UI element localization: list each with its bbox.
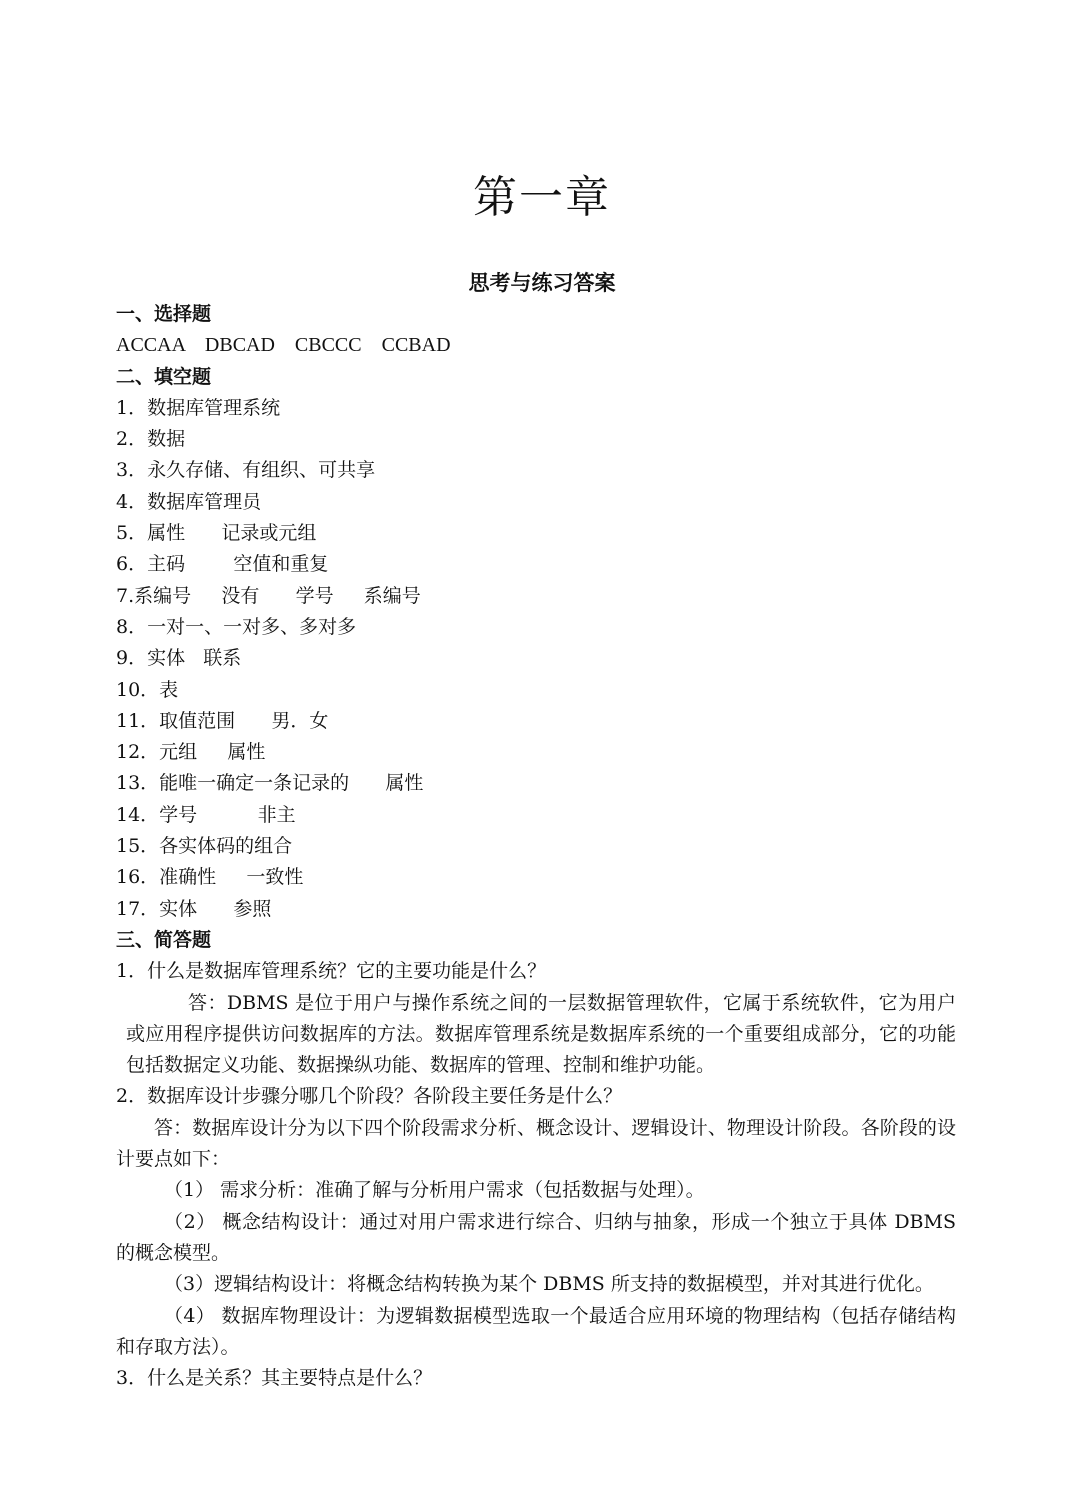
answer-2-intro: 答：数据库设计分为以下四个阶段需求分析、概念设计、逻辑设计、物理设计阶段。各阶段的设计要点如下： — [116, 1116, 956, 1171]
fill-answer-item: 6．主码 空值和重复 — [116, 553, 329, 576]
section-heading-fill: 二、填空题 — [116, 365, 212, 388]
answer-2-item: （4） 数据库物理设计：为逻辑数据模型选取一个最适合应用环境的物理结构（包括存储结构和存取方法）。 — [116, 1304, 956, 1358]
fill-answer-item: 7.系编号 没有 学号 系编号 — [116, 584, 421, 607]
fill-answer-item: 15．各实体码的组合 — [116, 835, 293, 858]
section-heading-choice: 一、选择题 — [116, 303, 212, 325]
fill-answer-item: 12．元组 属性 — [116, 741, 266, 764]
fill-answer-item: 5．属性 记录或元组 — [116, 522, 317, 545]
fill-answer-item: 2．数据 — [116, 428, 186, 451]
chapter-title: 第一章 — [473, 172, 611, 223]
answer-content — [116, 299, 956, 1394]
question-2: 2．数据库设计步骤分哪几个阶段？各阶段主要任务是什么？ — [116, 1085, 623, 1108]
choice-answers: ACCAA DBCAD CBCCC CCBAD — [116, 334, 451, 357]
fill-answer-item: 13．能唯一确定一条记录的 属性 — [116, 772, 424, 795]
fill-answer-item: 16．准确性 一致性 — [116, 866, 304, 889]
answer-2-item: （2） 概念结构设计：通过对用户需求进行综合、归纳与抽象，形成一个独立于具体 DBMS 的概念模型。 — [116, 1210, 956, 1264]
answer-2-item: （1） 需求分析：准确了解与分析用户需求（包括数据与处理）。 — [164, 1179, 705, 1202]
fill-answer-item: 1．数据库管理系统 — [116, 396, 281, 419]
fill-answer-item: 14．学号 非主 — [116, 803, 296, 826]
question-1: 1．什么是数据库管理系统？它的主要功能是什么？ — [116, 960, 547, 983]
section-subtitle: 思考与练习答案 — [468, 270, 616, 295]
answer-1: 答：DBMS 是位于用户与操作系统之间的一层数据管理软件，它属于系统软件，它为用户或应用程序提供访问数据库的方法。数据库管理系统是数据库系统的一个重要组成部分，它的功能包括数据定义功能、数据操纵功能、数据库的管理、控制和维护功能。 — [126, 991, 956, 1077]
answer-2-item: （3）逻辑结构设计：将概念结构转换为某个 DBMS 所支持的数据模型，并对其进行优化。 — [164, 1273, 934, 1296]
section-heading-short-answer: 三、简答题 — [116, 928, 212, 951]
fill-answer-item: 3．永久存储、有组织、可共享 — [116, 459, 376, 482]
fill-answer-item: 8．一对一、一对多、多对多 — [116, 615, 357, 638]
fill-answer-item: 11．取值范围 男．女 — [116, 709, 329, 732]
fill-answer-item: 9．实体 联系 — [116, 647, 242, 670]
question-3: 3．什么是关系？其主要特点是什么？ — [116, 1367, 433, 1390]
fill-answer-item: 4．数据库管理员 — [116, 490, 262, 513]
fill-answer-item: 17．实体 参照 — [116, 897, 272, 920]
fill-answer-item: 10．表 — [116, 678, 179, 701]
